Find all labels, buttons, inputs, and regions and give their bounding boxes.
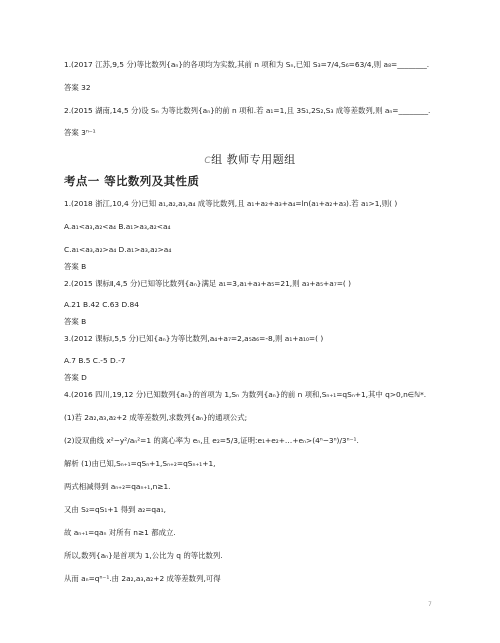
question-5: 3.(2012 课标Ⅰ,5,5 分)已知{aₙ}为等比数列,a₄+a₇=2,a₅a₆=-8,则 a₁+a₁₀=( ) xyxy=(64,334,324,343)
solution-line-1: 解析 (1)由已知,Sₙ₊₁=qSₙ+1,Sₙ₊₂=qSₙ₊₁+1, xyxy=(64,459,216,468)
solution-line-4: 故 aₙ₊₁=qaₙ 对所有 n≥1 都成立. xyxy=(64,528,176,537)
answer-2: 答案 3ⁿ⁻¹ xyxy=(64,128,96,137)
solution-line-3: 又由 S₂=qS₁+1 得到 a₂=qa₁, xyxy=(64,505,166,514)
page-number: 7 xyxy=(428,601,432,608)
question-6: 4.(2016 四川,19,12 分)已知数列{aₙ}的首项为 1,Sₙ 为数列{aₙ}的前 n 项和,Sₙ₊₁=qSₙ+1,其中 q>0,n∈ℕ*. xyxy=(64,390,427,399)
question-3-options-ab: A.a₁<a₃,a₂<a₄ B.a₁>a₃,a₂<a₄ xyxy=(64,222,171,231)
topic-heading: 考点一 等比数列及其性质 xyxy=(64,174,200,188)
answer-4: 答案 B xyxy=(64,317,87,326)
question-4-options: A.21 B.42 C.63 D.84 xyxy=(64,300,139,309)
question-1: 1.(2017 江苏,9,5 分)等比数列{aₙ}的各项均为实数,其前 n 项和为 Sₙ,已知 S₃=7/4,S₆=63/4,则 a₈=________. xyxy=(64,60,430,69)
section-title-text: 组 教师专用题组 xyxy=(211,153,296,166)
question-3-options-cd: C.a₁<a₃,a₂>a₄ D.a₁>a₃,a₂>a₄ xyxy=(64,245,172,254)
solution-line-2: 两式相减得到 aₙ₊₂=qaₙ₊₁,n≥1. xyxy=(64,482,171,491)
question-2: 2.(2015 湖南,14,5 分)设 Sₙ 为等比数列{aₙ}的前 n 项和.若 a₁=1,且 3S₁,2S₂,S₃ 成等差数列,则 aₙ=________. xyxy=(64,106,431,115)
section-letter: C xyxy=(204,156,212,166)
answer-5: 答案 D xyxy=(64,373,87,382)
solution-line-6: 从而 aₙ=qⁿ⁻¹.由 2a₂,a₃,a₂+2 成等差数列,可得 xyxy=(64,574,221,583)
answer-1: 答案 32 xyxy=(64,83,91,92)
section-title xyxy=(0,151,500,167)
question-4: 2.(2015 课标Ⅱ,4,5 分)已知等比数列{aₙ}满足 a₁=3,a₁+a₃+a₅=21,则 a₃+a₅+a₇=( ) xyxy=(64,279,352,288)
solution-line-5: 所以,数列{aₙ}是首项为 1,公比为 q 的等比数列. xyxy=(64,551,223,560)
question-6-part-1: (1)若 2a₂,a₃,a₂+2 成等差数列,求数列{aₙ}的通项公式; xyxy=(64,413,248,422)
question-3: 1.(2018 浙江,10,4 分)已知 a₁,a₂,a₃,a₄ 成等比数列,且 a₁+a₂+a₃+a₄=ln(a₁+a₂+a₃).若 a₁>1,则( ) xyxy=(64,199,398,208)
question-6-part-2: (2)设双曲线 x²−y²/aₙ²=1 的离心率为 eₙ,且 e₂=5/3,证明:e₁+e₂+…+eₙ>(4ⁿ−3ⁿ)/3ⁿ⁻¹. xyxy=(64,436,359,445)
answer-3: 答案 B xyxy=(64,262,87,271)
question-5-options: A.7 B.5 C.-5 D.-7 xyxy=(64,356,126,365)
